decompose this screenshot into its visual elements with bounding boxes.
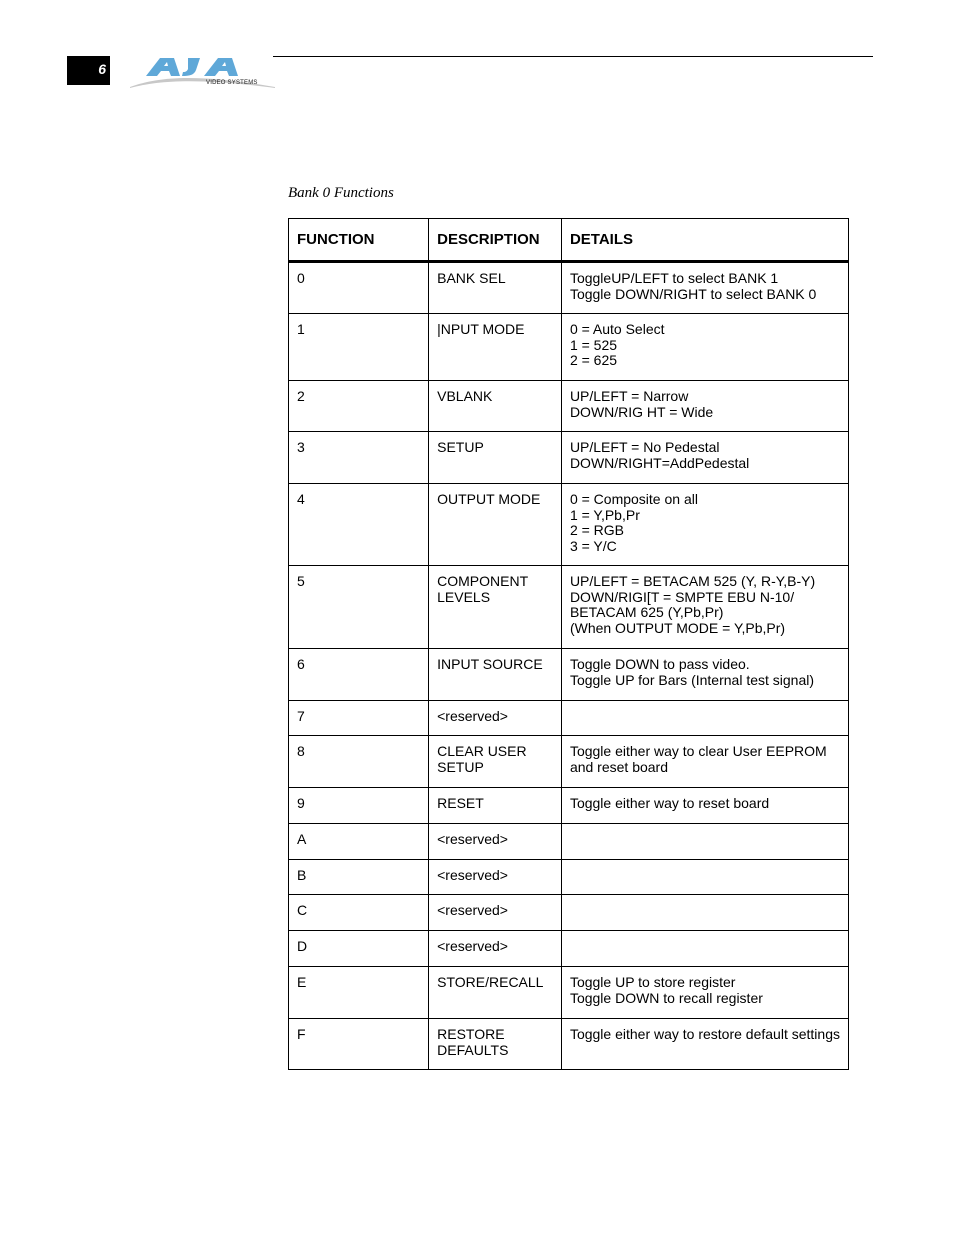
description-line: <reserved> (437, 938, 508, 954)
description-line: COMPONENT (437, 573, 529, 589)
description-cell (429, 262, 562, 314)
header-function: FUNCTION (289, 219, 429, 262)
description-cell (429, 314, 562, 381)
details-line: Toggle DOWN/RIGHT to select BANK 0 (569, 285, 817, 302)
function-cell: B (289, 860, 429, 895)
details-line: and reset board (569, 758, 669, 775)
header-details: DETAILS (561, 219, 848, 262)
page-number-box (67, 56, 110, 85)
details-cell (561, 736, 848, 788)
table-row (289, 432, 849, 484)
details-line: 0 = Composite on all (569, 491, 698, 507)
details-cell (561, 566, 848, 649)
description-cell (429, 381, 562, 432)
description-line: VBLANK (437, 388, 493, 404)
table-row (289, 701, 849, 736)
header-description: DESCRIPTION (429, 219, 562, 262)
description-line: RESTORE (437, 1026, 505, 1042)
table-row (289, 381, 849, 432)
details-line: 1 = 525 (569, 336, 618, 353)
details-line: DOWN/RIGI[T = SMPTE EBU N-10/ (569, 588, 795, 605)
details-line: Toggle either way to clear User EEPROM (569, 743, 827, 759)
details-cell (561, 788, 848, 824)
details-line: Toggle UP to store register (569, 974, 736, 990)
description-cell (429, 895, 562, 931)
description-line: CLEAR USER (437, 743, 527, 759)
table-row (289, 824, 849, 860)
table-row (289, 484, 849, 566)
details-cell (561, 967, 848, 1019)
description-line: <reserved> (437, 867, 508, 883)
details-cell (561, 824, 848, 860)
details-cell (561, 860, 848, 895)
function-cell: A (289, 824, 429, 860)
details-line: UP/LEFT = BETACAM 525 (Y, R-Y,B-Y) (569, 573, 816, 589)
logo-subtitle: VIDEO SYSTEMS (206, 80, 258, 86)
description-cell (429, 824, 562, 860)
details-cell (561, 649, 848, 701)
description-line: BANK SEL (437, 270, 506, 286)
details-line: Toggle DOWN to pass video. (569, 656, 750, 672)
function-cell: 1 (289, 314, 429, 381)
table-row (289, 931, 849, 967)
description-line: LEVELS (437, 588, 491, 605)
page-number: 6 (98, 61, 106, 77)
details-line: 2 = 625 (569, 352, 618, 368)
description-cell (429, 484, 562, 566)
details-line: 3 = Y/C (569, 537, 617, 554)
description-line: <reserved> (437, 831, 508, 847)
function-cell: C (289, 895, 429, 931)
function-cell: 8 (289, 736, 429, 788)
details-cell (561, 314, 848, 381)
table-row (289, 860, 849, 895)
details-line: 2 = RGB (569, 522, 625, 538)
table-row (289, 967, 849, 1019)
function-cell: 2 (289, 381, 429, 432)
table-row (289, 262, 849, 314)
function-cell: E (289, 967, 429, 1019)
table-caption: Bank 0 Functions (288, 185, 394, 201)
description-line: SETUP (437, 439, 484, 455)
description-line: STORE/RECALL (437, 974, 544, 990)
function-cell: D (289, 931, 429, 967)
table-row (289, 895, 849, 931)
description-line: RESET (437, 795, 484, 811)
function-cell: 4 (289, 484, 429, 566)
description-cell (429, 649, 562, 701)
details-line: 1 = Y,Pb,Pr (569, 506, 640, 523)
details-line: Toggle DOWN to recall register (569, 989, 763, 1006)
details-cell (561, 381, 848, 432)
description-cell (429, 736, 562, 788)
description-cell (429, 701, 562, 736)
details-cell (561, 931, 848, 967)
table-row (289, 736, 849, 788)
function-cell: 5 (289, 566, 429, 649)
function-cell: 3 (289, 432, 429, 484)
details-line: 0 = Auto Select (569, 321, 665, 337)
description-line: OUTPUT MODE (437, 491, 541, 507)
description-cell (429, 566, 562, 649)
table-row (289, 649, 849, 701)
details-line: Toggle either way to restore default settings (569, 1026, 840, 1042)
description-cell (429, 432, 562, 484)
function-cell: 9 (289, 788, 429, 824)
description-cell (429, 931, 562, 967)
details-line: Toggle either way to reset board (569, 795, 770, 811)
description-line: INPUT SOURCE (437, 656, 543, 672)
table-row (289, 788, 849, 824)
description-cell (429, 860, 562, 895)
description-cell (429, 1019, 562, 1070)
details-cell (561, 1019, 848, 1070)
details-line: DOWN/RIG HT = Wide (569, 403, 714, 420)
description-line: |NPUT MODE (437, 321, 525, 337)
function-cell: 6 (289, 649, 429, 701)
table-row (289, 1019, 849, 1070)
details-cell (561, 895, 848, 931)
header-rule (273, 56, 873, 57)
bank-0-functions-table (288, 218, 849, 1070)
details-line: (When OUTPUT MODE = Y,Pb,Pr) (569, 619, 786, 636)
details-line: BETACAM 625 (Y,Pb,Pr) (569, 604, 724, 620)
description-line: SETUP (437, 758, 484, 775)
details-line: DOWN/RIGHT=AddPedestal (569, 454, 750, 471)
table-header-row (289, 219, 849, 262)
details-line: UP/LEFT = No Pedestal (569, 439, 720, 455)
aja-logo (130, 54, 275, 90)
details-cell (561, 701, 848, 736)
description-line: DEFAULTS (437, 1041, 509, 1058)
function-cell: 0 (289, 262, 429, 314)
description-cell (429, 967, 562, 1019)
details-line: ToggleUP/LEFT to select BANK 1 (569, 270, 779, 286)
function-cell: 7 (289, 701, 429, 736)
description-cell (429, 788, 562, 824)
table-row (289, 314, 849, 381)
details-line: UP/LEFT = Narrow (569, 388, 689, 404)
details-cell (561, 484, 848, 566)
description-line: <reserved> (437, 902, 508, 918)
description-line: <reserved> (437, 708, 508, 724)
table-row (289, 566, 849, 649)
details-cell (561, 262, 848, 314)
details-line: Toggle UP for Bars (Internal test signal) (569, 671, 815, 688)
details-cell (561, 432, 848, 484)
function-cell: F (289, 1019, 429, 1070)
